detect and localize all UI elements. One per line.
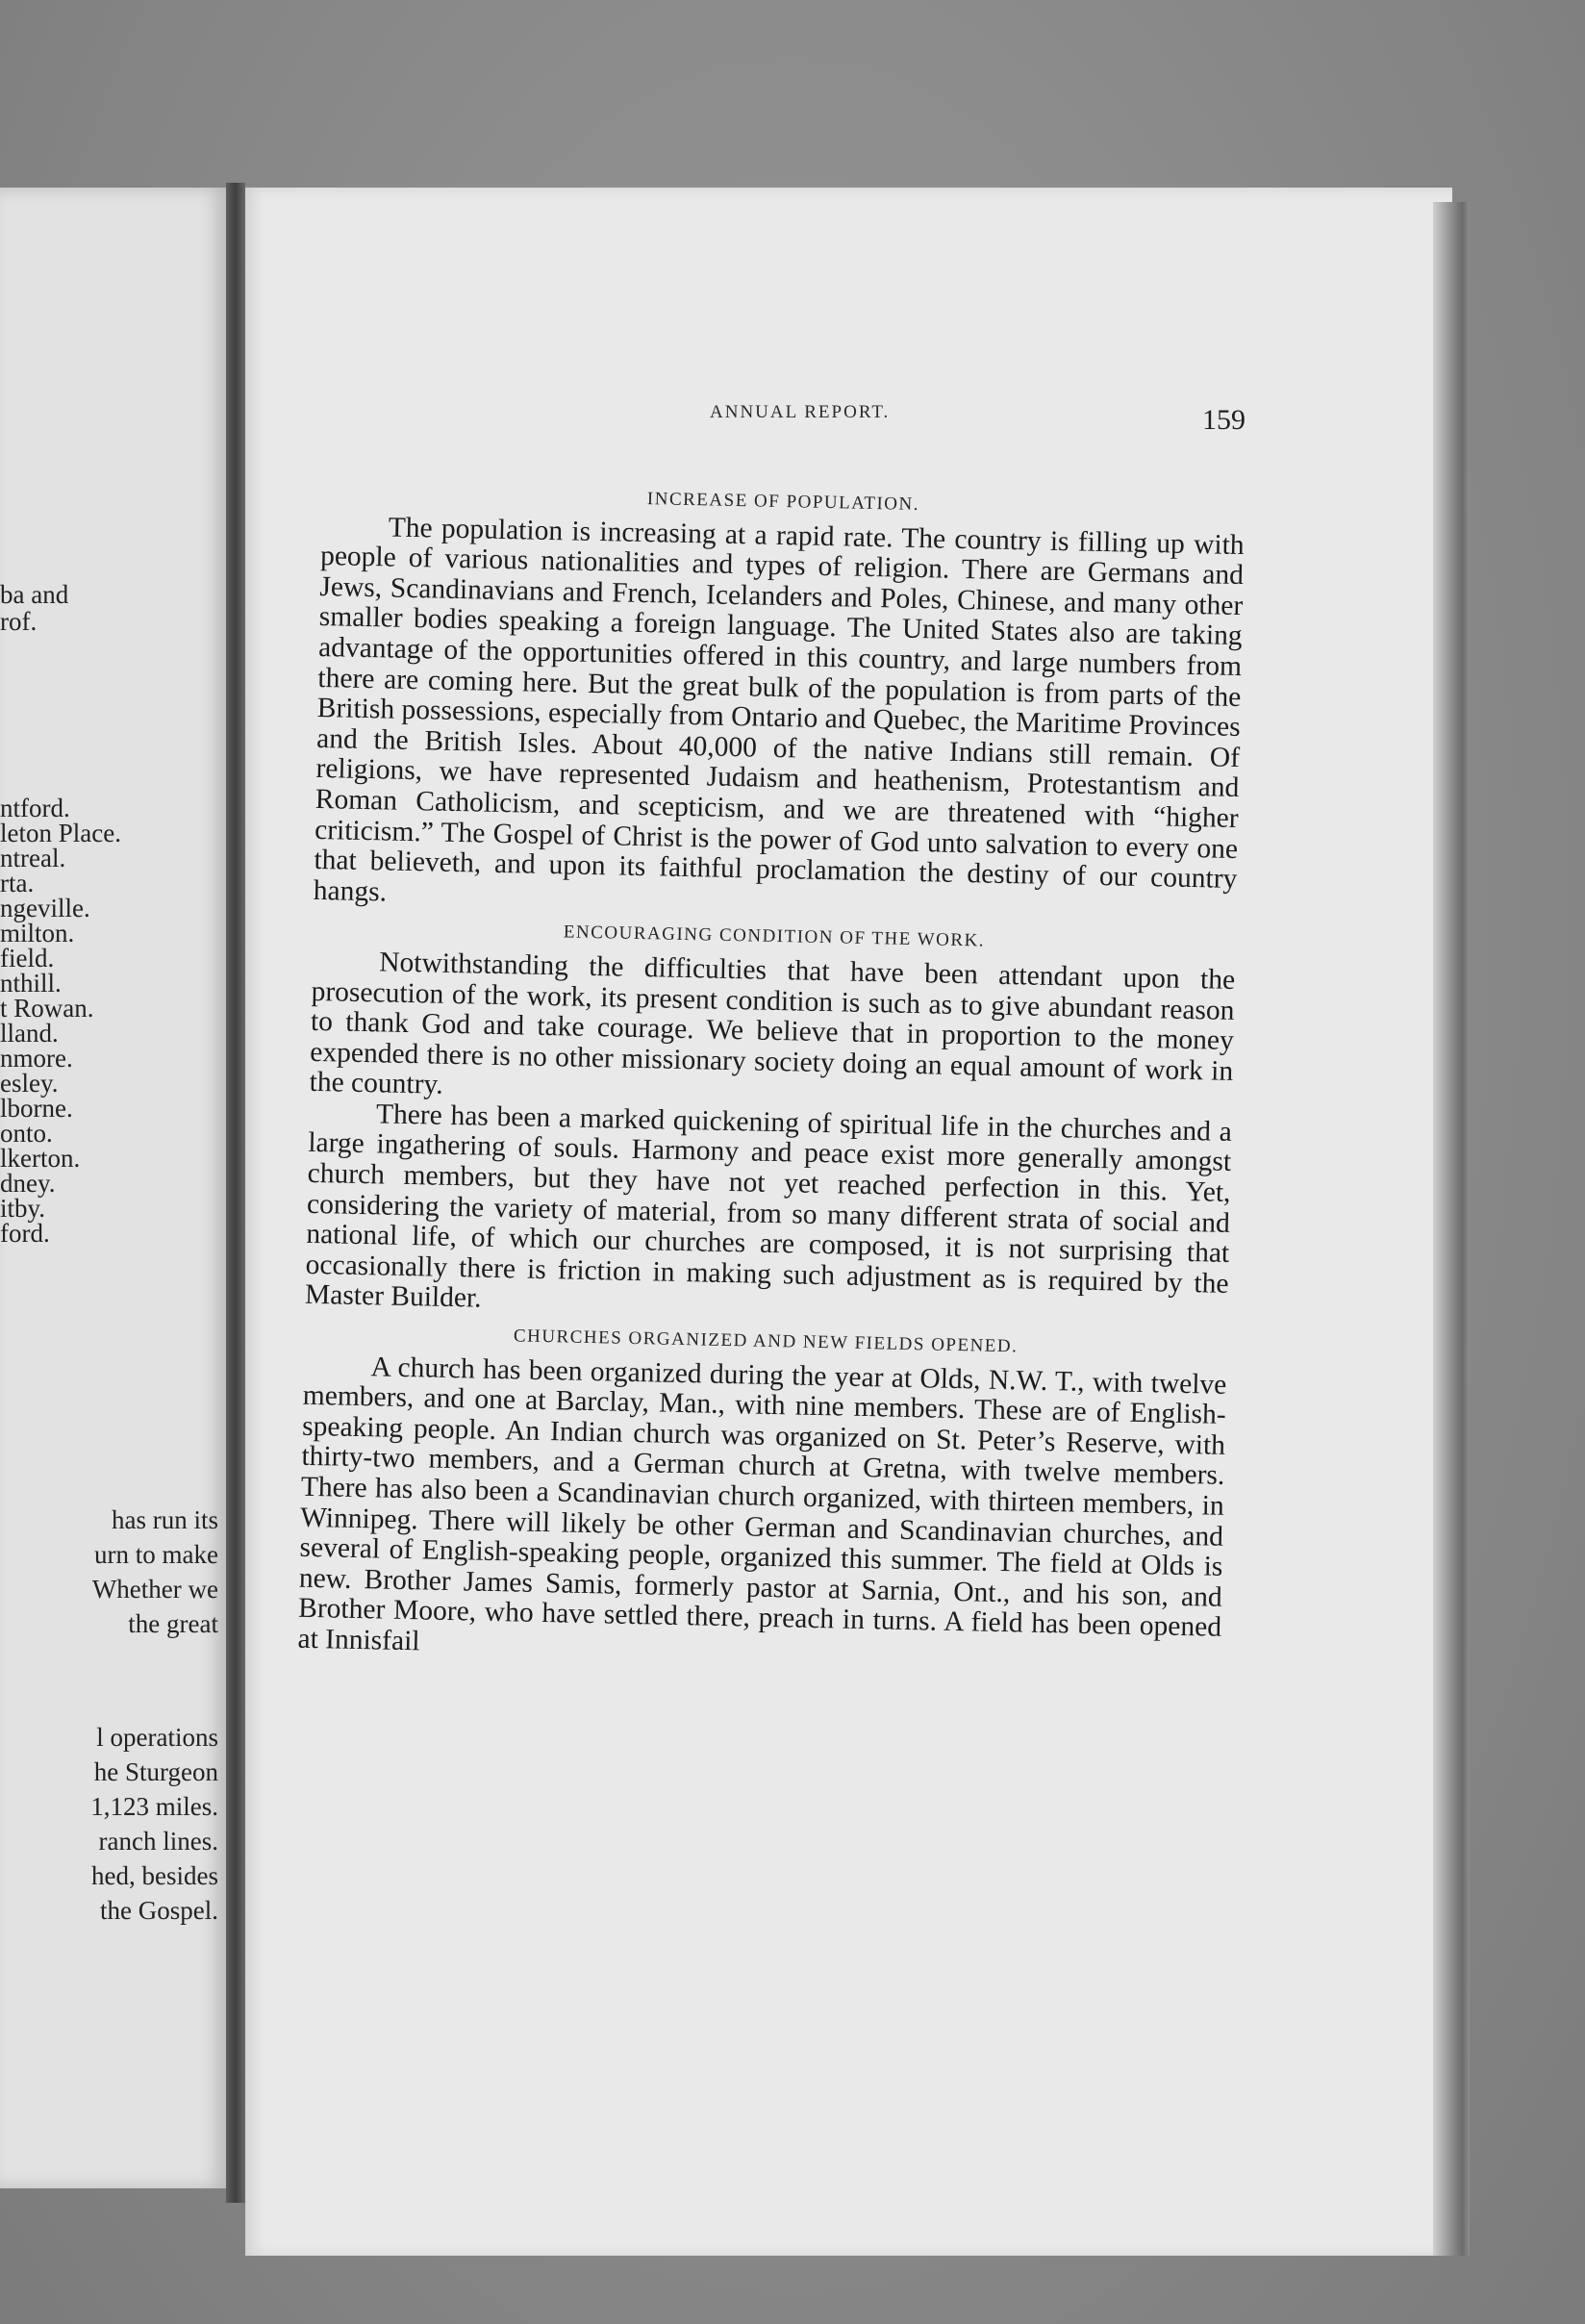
left-list-item: ntford. <box>0 794 70 822</box>
book-gutter <box>226 183 245 2203</box>
left-list-item: onto. <box>0 1119 53 1148</box>
left-para-line: Whether we <box>91 1575 218 1604</box>
left-para-line: has run its <box>112 1505 218 1534</box>
running-head: ANNUAL REPORT. <box>710 402 891 422</box>
left-list-item: lborne. <box>0 1094 73 1123</box>
left-page <box>0 188 226 2188</box>
left-list-item: lkerton. <box>0 1144 81 1173</box>
paragraph: The population is increasing at a rapid rate. The country is filling up with people of various nationalities and types of religion. There are Germans and Jews, Scandinavians and French, Icelanders and Poles, Chinese, and many other smaller bodies speaking a foreign language. The United States also are taking advantage of the opportunities offered in this country, and large numbers from there are coming here. But the great bulk of the population is from parts of the British possessions, especially from Ontario and Quebec, the Maritime Provinces and the British Isles. About 40,000 of the native Indians still remain. Of religions, we have represented Judaism and heathenism, Protestantism and Roman Catholicism, and scepticism, and we are threatened with “higher criticism.” The Gospel of Christ is the power of God unto salvation to every one that believeth, and upon its faithful proclamation the destiny of our country hangs. <box>313 512 1245 908</box>
left-list-item: ford. <box>0 1219 50 1248</box>
left-list-item: dney. <box>0 1169 56 1198</box>
left-list-item: lland. <box>0 1019 59 1048</box>
left-list-item: leton Place. <box>0 819 121 847</box>
left-para-line: urn to make <box>94 1540 218 1569</box>
left-list-item: nthill. <box>0 969 62 998</box>
page-edge <box>1433 202 1470 2256</box>
paragraph: There has been a marked quickening of spiritual life in the churches and a large ingathering of souls. Harmony and peace exist more generally amongst church members, but they have not yet reached perfection in this. Yet, considering the variety of material, from so many different strata of social and national life, of which our churches are composed, it is not surprising that occasionally there is friction in making such adjustment as is required by the Master Builder. <box>304 1099 1233 1315</box>
left-para-line: he Sturgeon <box>93 1757 218 1786</box>
left-para-line: hed, besides <box>91 1861 218 1890</box>
section-heading: ENCOURAGING CONDITION OF THE WORK. <box>563 922 986 951</box>
left-list-item: ntreal. <box>0 844 66 872</box>
left-line: rof. <box>0 607 38 636</box>
left-list-item: rta. <box>0 869 35 897</box>
left-list-item: ngeville. <box>0 894 90 922</box>
left-para-line: the Gospel. <box>100 1896 218 1925</box>
left-list-item: milton. <box>0 919 75 947</box>
left-para-line: 1,123 miles. <box>90 1792 218 1821</box>
left-list-item: nmore. <box>0 1044 73 1073</box>
paragraph: A church has been organized during the year at Olds, N.W. T., with twelve members, and one at Barclay, Man., with nine members. These are of English-speaking people. An Indian church was organized on St. Peter’s Reserve, with thirty-two members, and a German church at Gretna, with twelve members. There has also been a Scandinavian church organized, with thirteen members, in Winnipeg. There will likely be other German and Scandinavian churches, and several of English-speaking people, organized this summer. The field at Olds is new. Brother James Samis, formerly pastor at Sarnia, Ont., and his son, and Brother Moore, who have settled there, preach in turns. A field has been opened at Innisfail <box>297 1351 1227 1657</box>
page-number: 159 <box>1202 404 1245 436</box>
section-heading: CHURCHES ORGANIZED AND NEW FIELDS OPENED. <box>513 1326 1019 1357</box>
left-para-line: ranch lines. <box>98 1827 218 1856</box>
section-heading: INCREASE OF POPULATION. <box>646 489 920 516</box>
left-list-item: esley. <box>0 1069 59 1098</box>
left-para-line: the great <box>128 1609 218 1638</box>
left-list-item: field. <box>0 944 55 973</box>
paragraph: Notwithstanding the difficulties that have been attendant upon the prosecution of the work, its present condition is such as to give abundant reason to thank God and take courage. We believe that in proportion to the money expended there is no other missionary society doing an equal amount of work in the country. <box>309 947 1236 1101</box>
left-list-item: itby. <box>0 1194 45 1223</box>
left-list-item: t Rowan. <box>0 994 94 1023</box>
left-line: ba and <box>0 580 69 609</box>
left-para-line: l operations <box>96 1723 218 1752</box>
body-text <box>297 471 1245 1674</box>
